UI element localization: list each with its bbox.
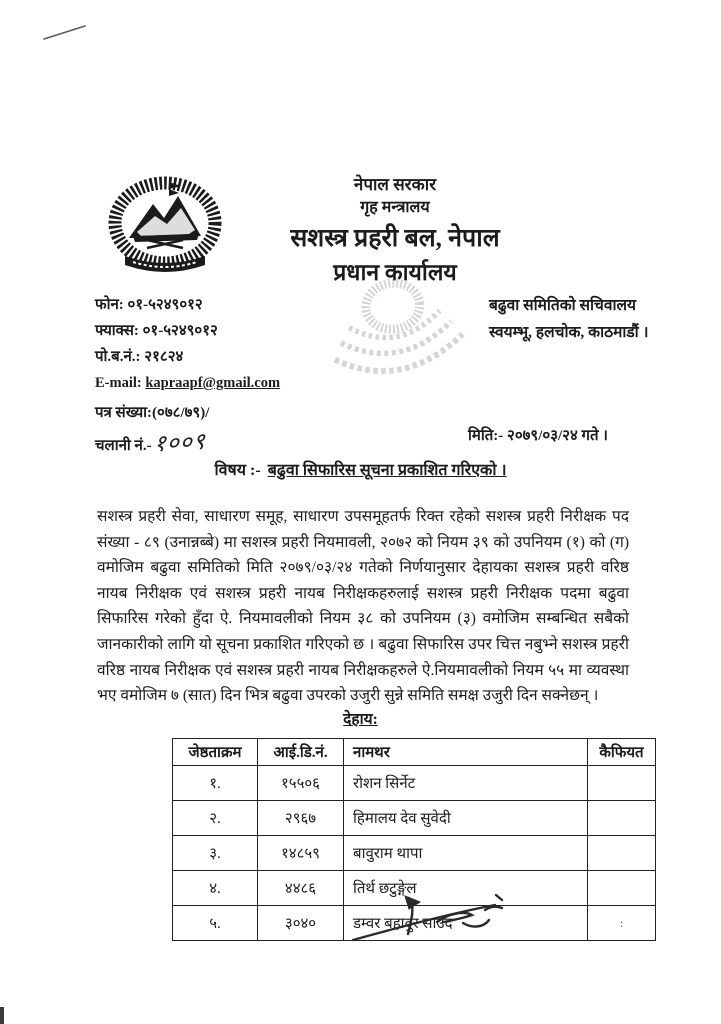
body-paragraph: सशस्त्र प्रहरी सेवा, साधारण समूह, साधारण उपसमूहतर्फ रिक्त रहेको सशस्त्र प्रहरी निरीक्षक पद संख्या - ८९ (उनान्नब्बे) मा सशस्त्र प्रहरी नियमावली, २०७२ को नियम ३९ को उपनियम (१) को (ग) वमोजिम बढुवा समितिको मिति २०७९/०३/२४ गतेको निर्णयानुसार देहायका सशस्त्र प्रहरी वरिष्ठ नायब निरीक्षक एवं सशस्त्र प्रहरी नायब निरीक्षकहरुलाई सशस्त्र प्रहरी निरीक्षक पदमा बढुवा सिफारिस गरेको हुँदा ऐ. नियमावलीको नियम ३८ को उपनियम (३) वमोजिम सम्बन्धित सबैको जानकारीको लागि यो सूचना प्रकाशित गरिएको छ । बढुवा सिफारिस उपर चित्त नबुभ्ने सशस्त्र प्रहरी वरिष्ठ नायब निरीक्षक एवं सशस्त्र प्रहरी नायब निरीक्षकहरुले ऐ.नियमावलीको नियम ५५ मा व्यवस्था भए वमोजिम ७ (सात) दिन भित्र बढुवा उपरको उजुरी सुन्ने समिति समक्ष उजुरी दिन सक्नेछन् । [97, 508, 629, 705]
cell-id: १५५०६ [258, 766, 344, 801]
header-seniority: जेष्ठताक्रम [173, 739, 258, 766]
cell-remarks [588, 836, 656, 871]
nepal-emblem-logo [107, 176, 225, 284]
dispatch-number-handwritten: १००९ [152, 428, 207, 458]
ministry-name: गृह मन्त्रालय [360, 198, 430, 216]
cell-remarks [588, 766, 656, 801]
table-row [173, 801, 656, 836]
cell-name: बावुराम थापा [344, 836, 588, 871]
cell-seniority: ५. [173, 906, 258, 941]
cell-id: ३०४० [258, 906, 344, 941]
pen-stroke-mark [40, 20, 90, 45]
cell-name: हिमालय देव सुवेदी [344, 801, 588, 836]
cell-name: तिर्थ छटुङ्गेल [344, 871, 588, 906]
scan-edge-mark [0, 1007, 4, 1024]
po-box-line: पो.ब.नं.: २१८२४ [95, 349, 184, 365]
header-name: नामथर [344, 739, 588, 766]
dispatch-number-line [95, 425, 205, 457]
letter-date: मिति:- २०७९/०३/२४ गते । [468, 428, 608, 444]
cell-seniority: २. [173, 801, 258, 836]
cell-remarks [588, 801, 656, 836]
table-row [173, 766, 656, 801]
subject-text: बढुवा सिफारिस सूचना प्रकाशित गरिएको । [267, 462, 507, 479]
header-id-number: आई.डि.नं. [258, 739, 344, 766]
table-header-row [173, 739, 656, 766]
cell-id: १४८५९ [258, 836, 344, 871]
organization-name: सशस्त्र प्रहरी बल, नेपाल [290, 224, 500, 252]
cell-name: डम्वर बहादुर साउद [344, 906, 588, 941]
secretariat-line2: स्वयम्भू, हलचोक, काठमाडौं । [489, 324, 649, 341]
cell-remarks: : [588, 906, 656, 941]
government-name: नेपाल सरकार [353, 175, 437, 194]
cell-seniority: १. [173, 766, 258, 801]
cell-id: २९६७ [258, 801, 344, 836]
cell-remarks [588, 871, 656, 906]
email-label: E-mail: [95, 375, 142, 391]
email-address: kapraapf@gmail.com [145, 375, 281, 391]
office-name: प्रधान कार्यालय [333, 260, 457, 286]
cell-seniority: ४. [173, 871, 258, 906]
cell-name: रोशन सिर्नेट [344, 766, 588, 801]
subject-label: विषय :- [214, 462, 261, 479]
letter-number: पत्र संख्या:(०७८/७९)/ [95, 405, 210, 421]
official-stamp [315, 268, 480, 413]
list-heading: देहाय: [343, 711, 378, 728]
email-line [95, 370, 280, 396]
dispatch-label: चलानी नं.- [95, 438, 152, 454]
cell-seniority: ३. [173, 836, 258, 871]
subject-line [0, 458, 721, 480]
contact-block [95, 292, 280, 396]
fax-line: फ्याक्स: ०१-५२४९०१२ [95, 323, 218, 339]
secretariat-line1: बढुवा समितिको सचिवालय [489, 297, 636, 314]
header-remarks: कैफियत [588, 739, 656, 766]
table-row [173, 836, 656, 871]
phone-line: फोन: ०१-५२४९०१२ [95, 297, 203, 313]
signature [345, 888, 515, 948]
secretariat-address [489, 292, 648, 346]
cell-id: ४४८६ [258, 871, 344, 906]
